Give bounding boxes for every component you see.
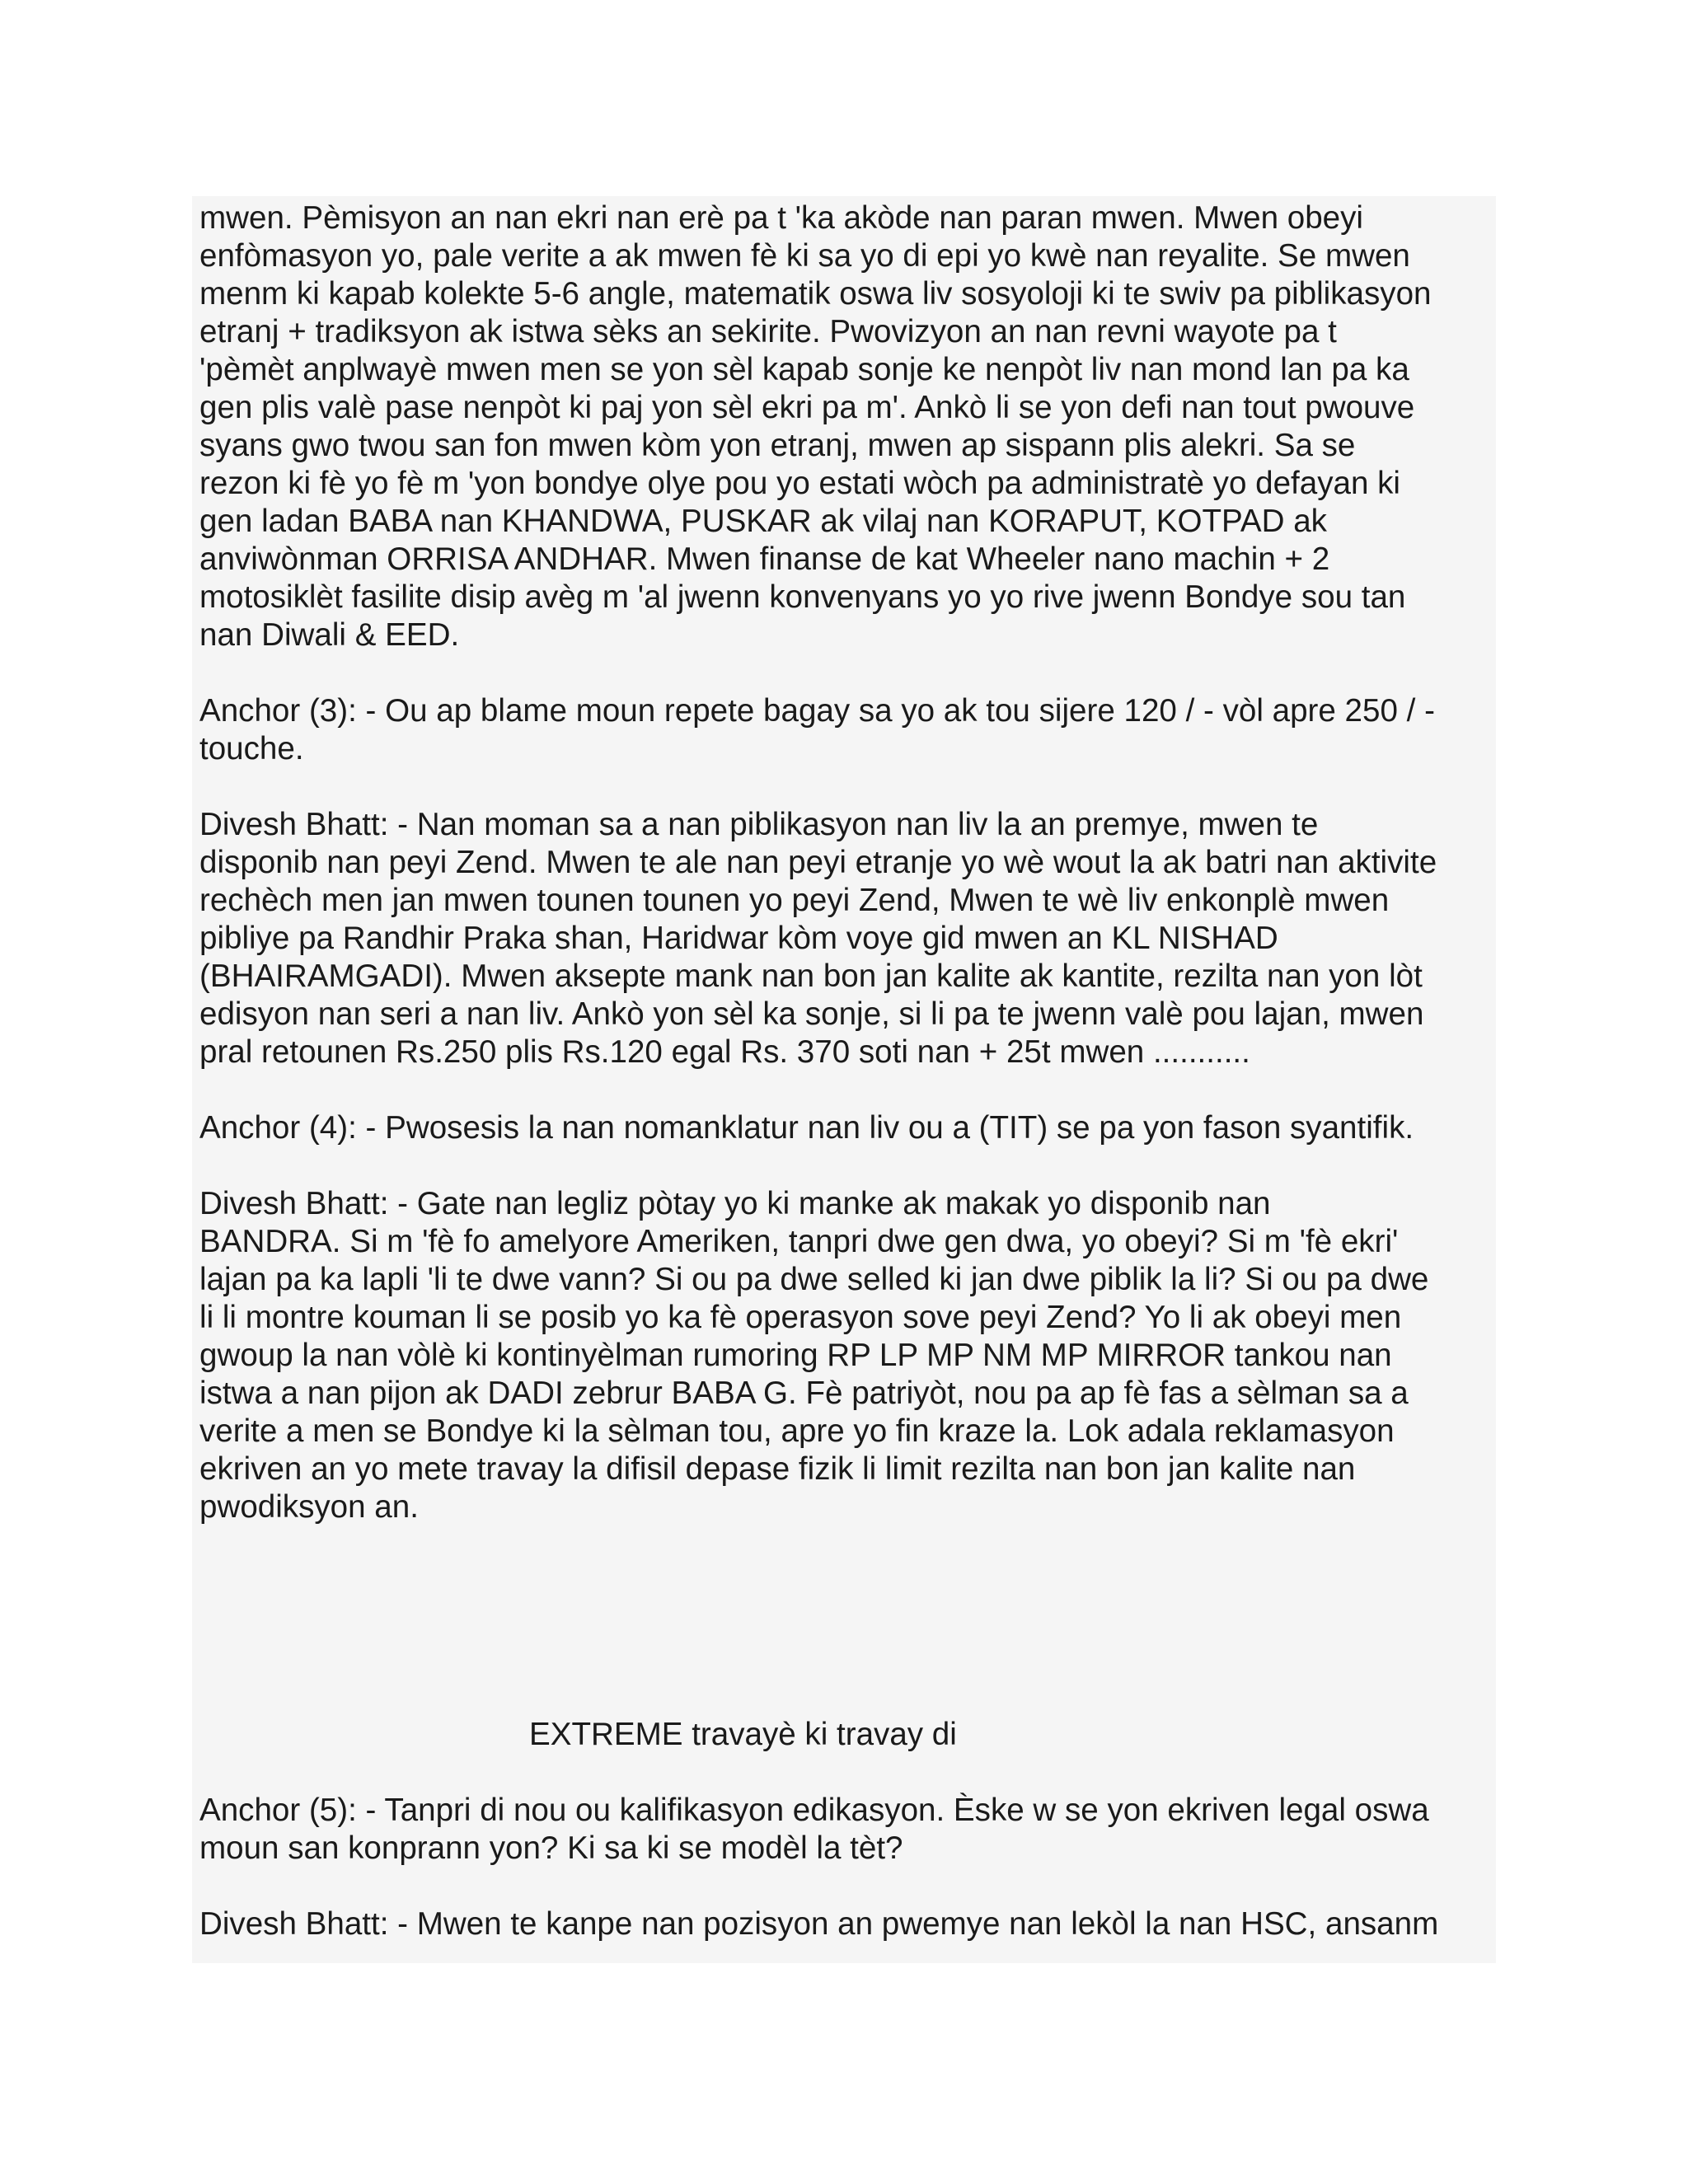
paragraph-divesh-reply-2: [199, 1185, 1493, 1526]
text-line: motosiklèt fasilite disip avèg m 'al jwenn konvenyans yo yo rive jwenn Bondye sou tan: [199, 579, 1406, 615]
paragraph-anchor-5: [199, 1792, 1493, 1868]
text-line: ekriven an yo mete travay la difisil depase fizik li limit rezilta nan bon jan kalite nan: [199, 1451, 1356, 1487]
text-line: mwen. Pèmisyon an nan ekri nan erè pa t 'ka akòde nan paran mwen. Mwen obeyi: [199, 200, 1363, 236]
text-line: disponib nan peyi Zend. Mwen te ale nan peyi etranje yo wè wout la ak batri nan aktivite: [199, 845, 1437, 880]
text-line: verite a men se Bondye ki la sèlman tou, apre yo fin kraze la. Lok adala reklamasyon: [199, 1413, 1395, 1449]
text-line: (BHAIRAMGADI). Mwen aksepte mank nan bon jan kalite ak kantite, rezilta nan yon lòt: [199, 958, 1423, 994]
section-heading: EXTREME travayè ki travay di: [529, 1717, 957, 1752]
text-line: gwoup la nan vòlè ki kontinyèlman rumoring RP LP MP NM MP MIRROR tankou nan: [199, 1338, 1392, 1373]
text-line: menm ki kapab kolekte 5-6 angle, matematik oswa liv sosyoloji ki te swiv pa piblikasyon: [199, 276, 1432, 312]
text-line: pwodiksyon an.: [199, 1489, 419, 1525]
text-line: rezon ki fè yo fè m 'yon bondye olye pou yo estati wòch pa administratè yo defayan ki: [199, 466, 1401, 501]
text-line: pral retounen Rs.250 plis Rs.120 egal Rs. 370 soti nan + 25t mwen ...........: [199, 1034, 1250, 1070]
text-line: BANDRA. Si m 'fè fo amelyore Ameriken, tanpri dwe gen dwa, yo obeyi? Si m 'fè ekri': [199, 1224, 1399, 1259]
text-line: anviwònman ORRISA ANDHAR. Mwen finanse de kat Wheeler nano machin + 2: [199, 541, 1330, 577]
text-line: edisyon nan seri a nan liv. Ankò yon sèl ka sonje, si li pa te jwenn valè pou lajan, mwen: [199, 996, 1424, 1032]
text-line: nan Diwali & EED.: [199, 617, 460, 653]
text-line: 'pèmèt anplwayè mwen men se yon sèl kapab sonje ke nenpòt liv nan mond lan pa ka: [199, 352, 1409, 387]
text-line: moun san konprann yon? Ki sa ki se modèl la tèt?: [199, 1830, 903, 1866]
paragraph-divesh-reply-1: [199, 806, 1493, 1071]
text-line: rechèch men jan mwen tounen tounen yo peyi Zend, Mwen te wè liv enkonplè mwen: [199, 883, 1390, 918]
text-line: touche.: [199, 731, 304, 766]
text-line: lajan pa ka lapli 'li te dwe vann? Si ou pa dwe selled ki jan dwe piblik la li? Si ou pa dwe: [199, 1262, 1429, 1297]
text-line: istwa a nan pijon ak DADI zebrur BABA G. Fè patriyòt, nou pa ap fè fas a sèlman sa a: [199, 1376, 1409, 1411]
text-line: Anchor (3): - Ou ap blame moun repete bagay sa yo ak tou sijere 120 / - vòl apre 250 / -: [199, 693, 1435, 729]
text-line: Divesh Bhatt: - Mwen te kanpe nan pozisyon an pwemye nan lekòl la nan HSC, ansanm: [199, 1906, 1439, 1942]
blank-space: [199, 1564, 1493, 1716]
text-line: enfòmasyon yo, pale verite a ak mwen fè ki sa yo di epi yo kwè nan reyalite. Se mwen: [199, 238, 1410, 274]
document-body: [199, 199, 1493, 1981]
text-line: li li montre kouman li se posib yo ka fè operasyon sove peyi Zend? Yo li ak obeyi men: [199, 1300, 1402, 1335]
paragraph-divesh-reply-3: [199, 1905, 1493, 1943]
paragraph-anchor-4: [199, 1109, 1493, 1147]
paragraph-intro: [199, 199, 1493, 654]
text-line: gen plis valè pase nenpòt ki paj yon sèl ekri pa m'. Ankò li se yon defi nan tout pwouve: [199, 390, 1415, 425]
text-line: Anchor (5): - Tanpri di nou ou kalifikasyon edikasyon. Èske w se yon ekriven legal oswa: [199, 1793, 1429, 1828]
text-line: Divesh Bhatt: - Gate nan legliz pòtay yo ki manke ak makak yo disponib nan: [199, 1186, 1271, 1221]
text-line: Anchor (4): - Pwosesis la nan nomanklatur nan liv ou a (TIT) se pa yon fason syantifik.: [199, 1110, 1414, 1146]
text-line: pibliye pa Randhir Praka shan, Haridwar kòm voye gid mwen an KL NISHAD: [199, 921, 1278, 956]
text-line: etranj + tradiksyon ak istwa sèks an sekirite. Pwovizyon an nan revni wayote pa t: [199, 314, 1337, 349]
text-line: Divesh Bhatt: - Nan moman sa a nan piblikasyon nan liv la an premye, mwen te: [199, 807, 1319, 842]
text-line: syans gwo twou san fon mwen kòm yon etranj, mwen ap sispann plis alekri. Sa se: [199, 428, 1356, 463]
text-line: gen ladan BABA nan KHANDWA, PUSKAR ak vilaj nan KORAPUT, KOTPAD ak: [199, 504, 1327, 539]
paragraph-anchor-3: [199, 692, 1493, 768]
